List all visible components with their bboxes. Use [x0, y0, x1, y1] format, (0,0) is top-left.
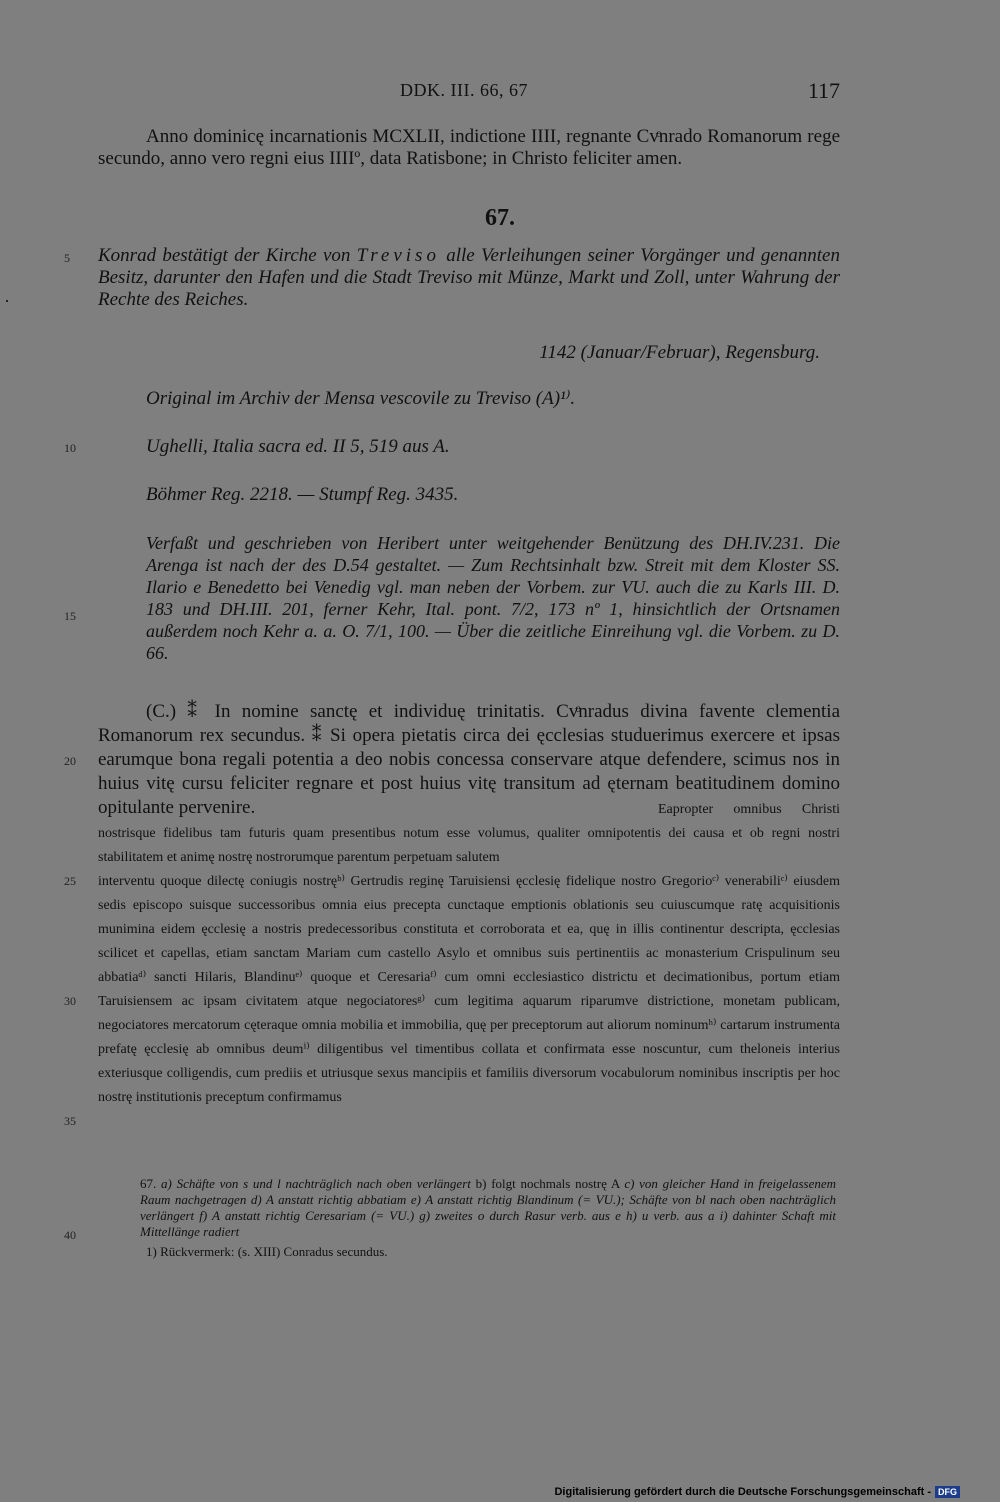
tradition-regesta: Böhmer Reg. 2218. — Stumpf Reg. 3435. — [146, 484, 459, 505]
footnotes — [140, 1176, 837, 1260]
footnote-i: i) dahinter Schaft mit Mittellänge radiert — [140, 1208, 837, 1239]
line-number: 20 — [64, 754, 76, 768]
footnote-e: e) A anstatt richtig Blandinum (= VU.); Schäfte von bl nach oben nachträglich verlängert — [140, 1192, 837, 1223]
dating-line: 1142 (Januar/Februar), Regensburg. — [539, 342, 820, 363]
footnote-b: b) folgt nochmals nostrę A — [475, 1176, 620, 1191]
text-main-large: (C.) ⁑ In nomine sanctę et individuę trinitatis. Cvͦnradus divina favente clementia Romanorum rex secundus. ⁑ Si opera pietatis circa dei ęcclesias studuerimus exercere et ipsas earumque bona regali potentia a deo nobis concessa conservare atque defendere, scimus nos in huius vitę cursu feliciter regnare et post huius vitę transitum ad ęternam beatitudinem domino opitulante pervenire. — [98, 701, 840, 818]
text-mixed-1: Eapropter omnibus Christi nostrisque fidelibus tam futuris quam presentibus notum esse volumus, qualiter omnipotentis dei causa et ob regni nostri stabilitatem et animę nostrę nostrorumque parentum perpetuam salutem — [98, 802, 840, 865]
dfg-logo: DFG — [935, 1486, 960, 1498]
text-rest: interventu quoque dilectę coniugis nostręᵇ⁾ Gertrudis reginę Taruisiensi ęcclesię fidelique nostro Gregorioᶜ⁾ venerabiliᶜ⁾ eiusdem sedis episcopo suisque successoribus omnia eius precepta cunctaque emptionis oblationis seu cuiuscumque ratę acquisitionis munimina eidem ęcclesię a nostris predecessoribus constituta et corroborata et ea, quę in illis continentur descripta, ęcclesias scilicet et capellas, etiam sanctam Mariam cum castello Asylo et omnibus suis pertinentiis ac monasterium Crispulinum seu abbatiaᵈ⁾ sancti Hilaris, Blandinuᵉ⁾ quoque et Ceresariaᶠ⁾ cum omni ecclesiastico districtu et decimationibus, portum etiam Taruisiensem ac ipsam civitatem atque negociatoresᵍ⁾ cum legitima aquarum riparumve districtione, monetam publicam, negociatores mercatorum cęteraque omnia mobilia et immobilia, quę per preceptorum aut aliorum nominumʰ⁾ cartarum instrumenta prefatę ęcclesię ab omnibus deumⁱ⁾ diligentibus vel timentibus collata et confirmata esse noscuntur, cum theloneis interius exteriusque colligendis, cum prediis et utriusque sexus mancipiis et familiis diversorum vocabulorum nominibus inscriptis per hoc nostrę institutionis preceptum confirmamus — [98, 874, 840, 1105]
line-number: 35 — [64, 1114, 76, 1128]
tradition-print: Ughelli, Italia sacra ed. II 5, 519 aus A. — [146, 436, 450, 457]
regest — [98, 245, 840, 311]
footnote-h: h) u verb. aus a — [625, 1208, 715, 1223]
footnote-lead: 67. — [140, 1176, 157, 1191]
line-number: 40 — [64, 1228, 76, 1242]
footnote-a: a) Schäfte von s und l nachträglich nach oben verlängert — [161, 1176, 471, 1191]
line-number: 5 — [64, 251, 70, 265]
tradition-commentary: Verfaßt und geschrieben von Heribert unter weitgehender Benützung des DH.IV.231. Die Arenga ist nach der des D.54 gestaltet. — Zum Rechtsinhalt bzw. Streit mit dem Kloster SS. Ilario e Benedetto bei Venedig vgl. man neben der Vorbem. zur VU. auch die zu Karls III. D. 183 und DH.III. 201, ferner Kehr, Ital. pont. 7/2, 173 nº 1, hinsichtlich der Ortsnamen außerdem noch Kehr a. a. O. 7/1, 100. — Über die zeitliche Einreihung vgl. die Vorbem. zu D. 66. — [146, 533, 840, 663]
line-number: 15 — [64, 609, 76, 623]
footnote-f: f) A anstatt richtig Ceresariam (= VU.) — [199, 1208, 415, 1223]
document-number: 67. — [485, 205, 515, 231]
footer-bar — [0, 1482, 1000, 1502]
footnote-c: c) von gleicher Hand in freigelassenem Raum nachgetragen — [140, 1176, 837, 1207]
line-number: 30 — [64, 994, 76, 1008]
header-title: DDK. III. 66, 67 — [400, 80, 528, 100]
footer-credit-text: Digitalisierung gefördert durch die Deutsche Forschungsgemeinschaft - — [554, 1486, 931, 1498]
text-mixed — [98, 798, 840, 870]
footnote-g: g) zweites o durch Rasur verb. aus e — [419, 1208, 621, 1223]
line-number: 10 — [64, 441, 76, 455]
footnote-1: 1) Rückvermerk: (s. XIII) Conradus secundus. — [146, 1244, 388, 1259]
regest-part-1: Konrad bestätigt der Kirche von — [98, 245, 357, 266]
footer-credit — [554, 1486, 960, 1498]
running-header — [100, 80, 840, 110]
scan-speck — [6, 300, 8, 302]
footnote-d: d) A anstatt richtig abbatiam — [250, 1192, 407, 1207]
page-number: 117 — [807, 78, 840, 103]
regest-part-2: alle Verleihungen seiner Vorgänger und genannten Besitz, darunter den Hafen und die Stadt Treviso mit Münze, Markt und Zoll, unter Wahrung der Rechte des Reiches. — [98, 245, 840, 310]
regest-place: Treviso — [356, 245, 440, 266]
line-number: 25 — [64, 874, 76, 888]
tradition-original: Original im Archiv der Mensa vescovile zu Treviso (A)¹⁾. — [146, 388, 576, 409]
intro-paragraph: Anno dominicę incarnationis MCXLII, indictione IIII, regnante Cvͦnrado Romanorum rege secundo, anno vero regni eius IIIIº, data Ratisbone; in Christo feliciter amen. — [98, 126, 840, 169]
